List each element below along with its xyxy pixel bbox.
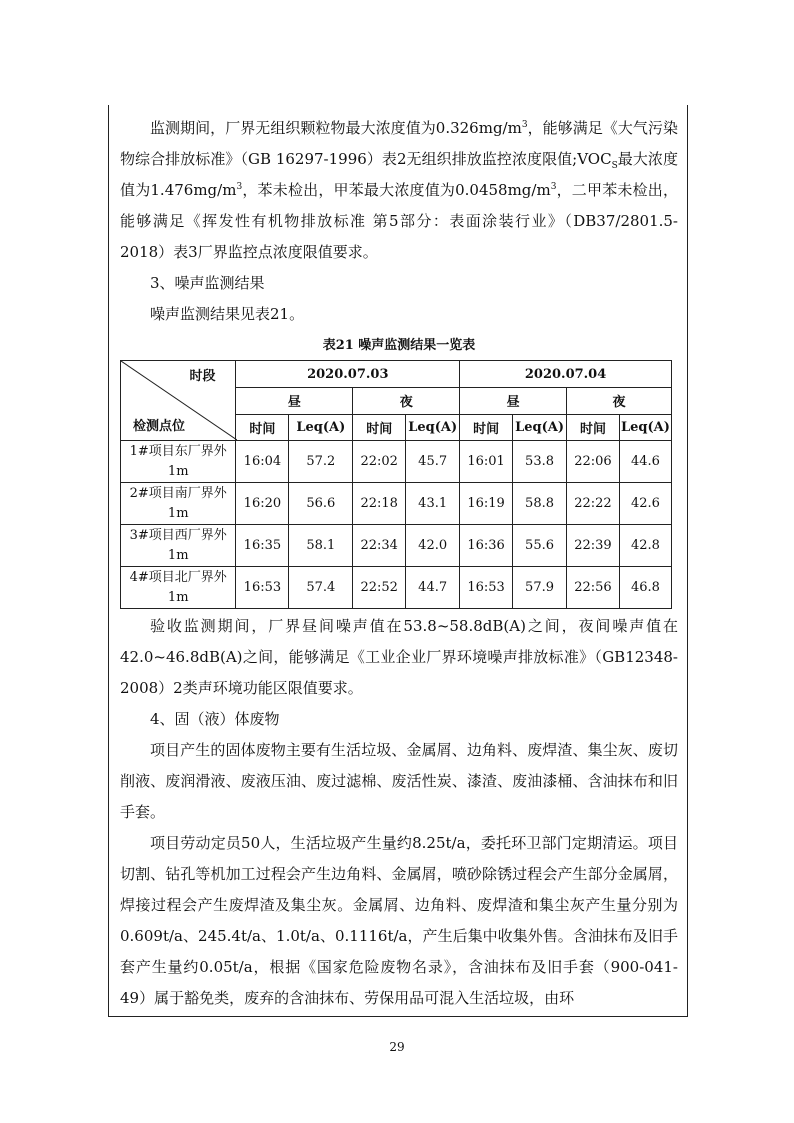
paragraph-waste-types: 项目产生的固体废物主要有生活垃圾、金属屑、边角料、废焊渣、集尘灰、废切削液、废润滑液、废液压油、废过滤棉、废活性炭、漆渣、废油漆桶、含油抹布和旧手套。: [120, 741, 678, 821]
period-header: 昼: [236, 388, 353, 414]
table-cell: 22:02: [353, 441, 406, 483]
paragraph-air-emissions: [120, 113, 678, 268]
noise-results-table: [120, 360, 672, 609]
superscript: 3: [521, 120, 528, 130]
location-cell: 3#项目西厂界外 1m: [121, 525, 236, 567]
location-cell: 4#项目北厂界外 1m: [121, 567, 236, 609]
text-run: ，能够满足《大气污染物综合排放标准》（GB 16297-1996）表2无组织排放监控浓度限值;VOC: [120, 119, 678, 168]
section-heading-noise: 3、噪声监测结果: [150, 274, 265, 292]
date-header: 2020.07.03: [236, 361, 460, 388]
table-cell: 22:39: [567, 525, 620, 567]
page-number: 29: [389, 1040, 405, 1054]
table-cell: 43.1: [406, 483, 460, 525]
section-heading-solid-waste: 4、固（液）体废物: [150, 710, 280, 728]
table-cell: 46.8: [619, 567, 671, 609]
subheader-cell: 时间: [567, 414, 620, 440]
table-cell: 53.8: [513, 441, 567, 483]
table-cell: 58.8: [513, 483, 567, 525]
text-run: 监测期间，厂界无组织颗粒物最大浓度值为0.326mg/m: [150, 119, 522, 137]
corner-label-period: 时段: [189, 369, 216, 384]
table-corner-cell: [121, 361, 236, 441]
paragraph-noise-conclusion: 验收监测期间，厂界昼间噪声值在53.8~58.8dB(A)之间，夜间噪声值在42.0~46.8dB(A)之间，能够满足《工业企业厂界环境噪声排放标准》（GB12348-2008）2类声环境功能区限值要求。: [120, 617, 678, 697]
period-header: 夜: [353, 388, 460, 414]
table-cell: 55.6: [513, 525, 567, 567]
table-cell: 16:19: [460, 483, 513, 525]
table-cell: 22:52: [353, 567, 406, 609]
table-cell: 44.7: [406, 567, 460, 609]
text-run: ，二甲苯未检出，能够满足《挥发性有机物排放标准 第5部分：表面涂装行业》（DB37/2801.5-2018）表3厂界监控点浓度限值要求。: [120, 181, 678, 261]
period-header: 昼: [460, 388, 567, 414]
period-header: 夜: [567, 388, 672, 414]
table-row: [121, 483, 672, 525]
table-cell: 22:56: [567, 567, 620, 609]
table-cell: 16:04: [236, 441, 289, 483]
subheader-cell: 时间: [353, 414, 406, 440]
table-cell: 16:20: [236, 483, 289, 525]
superscript: 3: [236, 182, 243, 192]
location-cell: 1#项目东厂界外 1m: [121, 441, 236, 483]
table-cell: 57.4: [289, 567, 353, 609]
location-cell: 2#项目南厂界外 1m: [121, 483, 236, 525]
corner-label-point: 检测点位: [133, 419, 186, 434]
subheader-cell: Leq(A): [406, 414, 460, 440]
table-row: [121, 441, 672, 483]
table-cell: 42.8: [619, 525, 671, 567]
subheader-cell: 时间: [460, 414, 513, 440]
table-row: [121, 525, 672, 567]
subscript: S: [611, 161, 618, 171]
table-cell: 22:22: [567, 483, 620, 525]
subheader-cell: Leq(A): [289, 414, 353, 440]
superscript: 3: [550, 182, 557, 192]
paragraph-waste-handling: 项目劳动定员50人，生活垃圾产生量约8.25t/a，委托环卫部门定期清运。项目切割、钻孔等机加工过程会产生边角料、金属屑，喷砂除锈过程会产生部分金属屑，焊接过程会产生废焊渣及集尘灰。金属屑、边角料、废焊渣和集尘灰产生量分别为0.609t/a、245.4t/a、1.0t/a、0.1116t/a，产生后集中收集外售。含油抹布及旧手套产生量约0.05t/a，根据《国家危险废物名录》，含油抹布及旧手套（900-041-49）属于豁免类，废弃的含油抹布、劳保用品可混入生活垃圾，由环: [120, 834, 678, 1007]
table-cell: 16:01: [460, 441, 513, 483]
text-run: ，苯未检出，甲苯最大浓度值为0.0458mg/m: [242, 181, 551, 199]
table-cell: 44.6: [619, 441, 671, 483]
document-body: [120, 113, 678, 1014]
table-cell: 22:18: [353, 483, 406, 525]
table-caption: 表21 噪声监测结果一览表: [322, 338, 476, 353]
table-cell: 16:53: [236, 567, 289, 609]
table-cell: 42.0: [406, 525, 460, 567]
text-run: 最大浓度值为1.476mg/m: [120, 150, 678, 199]
table-cell: 57.2: [289, 441, 353, 483]
subheader-cell: Leq(A): [619, 414, 671, 440]
table-cell: 16:36: [460, 525, 513, 567]
table-cell: 42.6: [619, 483, 671, 525]
table-cell: 45.7: [406, 441, 460, 483]
table-cell: 16:53: [460, 567, 513, 609]
table-cell: 22:34: [353, 525, 406, 567]
table-cell: 16:35: [236, 525, 289, 567]
date-header: 2020.07.04: [460, 361, 672, 388]
subheader-cell: 时间: [236, 414, 289, 440]
table-cell: 58.1: [289, 525, 353, 567]
paragraph-noise-ref: 噪声监测结果见表21。: [150, 305, 305, 323]
table-row: [121, 567, 672, 609]
table-cell: 56.6: [289, 483, 353, 525]
table-cell: 57.9: [513, 567, 567, 609]
table-cell: 22:06: [567, 441, 620, 483]
subheader-cell: Leq(A): [513, 414, 567, 440]
